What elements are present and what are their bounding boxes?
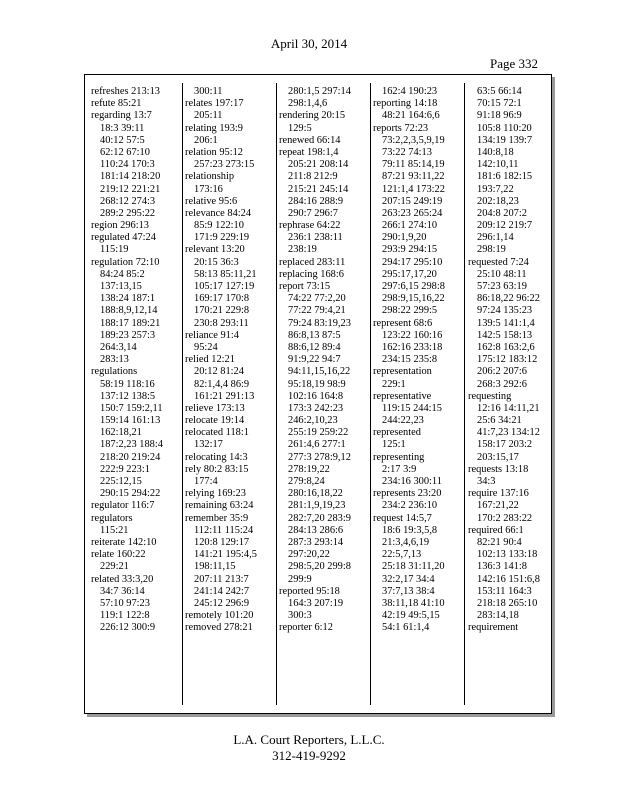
- index-entry-continuation: 222:9 223:1: [100, 463, 150, 475]
- index-entry-continuation: 218:20 219:24: [100, 451, 161, 463]
- index-entry-continuation: 48:21 164:6,6: [382, 110, 440, 122]
- index-entry-continuation: 207:15 249:19: [382, 195, 443, 207]
- index-entry-continuation: 119:1 122:8: [100, 610, 150, 622]
- column-divider: [276, 83, 277, 705]
- index-entry-continuation: 257:23 273:15: [194, 159, 255, 171]
- index-entry-continuation: 287:3 293:14: [288, 536, 344, 548]
- index-entry-continuation: 173:3 242:23: [288, 402, 344, 414]
- index-entry-continuation: 161:21 291:13: [194, 390, 255, 402]
- index-entry-continuation: 300:3: [288, 610, 312, 622]
- index-entry-continuation: 97:24 135:23: [477, 305, 533, 317]
- index-entry-continuation: 142:16 151:6,8: [477, 573, 540, 585]
- index-entry-continuation: 63:5 66:14: [477, 86, 522, 97]
- index-column-1: [91, 86, 163, 634]
- index-entry-continuation: 211:8 212:9: [288, 171, 338, 183]
- index-entry-continuation: 37:7,13 38:4: [382, 585, 435, 597]
- index-entry-continuation: 73:2,2,3,5,9,19: [382, 134, 445, 146]
- index-entry-continuation: 142:5 158:13: [477, 329, 533, 341]
- index-entry-continuation: 261:4,6 277:1: [288, 439, 346, 451]
- index-entry-continuation: 203:15,17: [477, 451, 519, 463]
- index-entry-continuation: 234:2 236:10: [382, 500, 438, 512]
- index-entry-continuation: 88:6,12 89:4: [288, 341, 341, 353]
- index-entry-continuation: 34:7 36:14: [100, 585, 145, 597]
- index-entry-continuation: 94:11,15,16,22: [288, 366, 351, 378]
- index-entry: repeat 198:1,4: [279, 146, 339, 158]
- index-entry-continuation: 167:21,22: [477, 500, 519, 512]
- index-entry: regulations: [91, 366, 138, 378]
- index-entry-continuation: 95:18,19 98:9: [288, 378, 346, 390]
- index-entry-continuation: 85:9 122:10: [194, 220, 244, 232]
- index-entry-continuation: 18:3 39:11: [100, 122, 145, 134]
- index-entry: reported 95:18: [279, 585, 340, 597]
- index-entry: rephrase 64:22: [279, 220, 341, 232]
- index-entry-continuation: 300:11: [194, 86, 223, 97]
- index-entry-continuation: 209:12 219:7: [477, 220, 533, 232]
- index-entry-continuation: 142:10,11: [477, 159, 519, 171]
- index-entry-continuation: 296:1,14: [477, 232, 514, 244]
- index-entry-continuation: 58:19 118:16: [100, 378, 155, 390]
- index-entry: representing: [373, 451, 425, 463]
- index-frame: [84, 74, 552, 714]
- page-number: Page 332: [490, 56, 539, 71]
- index-entry-continuation: 280:1,5 297:14: [288, 86, 351, 97]
- index-entry-continuation: 38:11,18 41:10: [382, 597, 445, 609]
- index-entry-continuation: 169:17 170:8: [194, 293, 250, 305]
- index-entry-continuation: 162:18,21: [100, 427, 142, 439]
- index-entry-continuation: 20:15 36:3: [194, 256, 239, 268]
- index-entry: represented: [373, 427, 421, 439]
- index-entry: renewed 66:14: [279, 134, 341, 146]
- index-entry-continuation: 91:18 96:9: [477, 110, 522, 122]
- index-entry-continuation: 230:8 293:11: [194, 317, 249, 329]
- footer-company: L.A. Court Reporters, L.L.C.: [233, 732, 385, 747]
- index-entry-continuation: 298:1,4,6: [288, 98, 328, 110]
- index-entry: rendering 20:15: [279, 110, 346, 122]
- index-entry: regulators: [91, 512, 133, 524]
- index-entry: remotely 101:20: [185, 610, 254, 622]
- index-entry-continuation: 238:19: [288, 244, 317, 256]
- index-entry-continuation: 25:18 31:11,20: [382, 561, 445, 573]
- index-entry-continuation: 105:8 110:20: [477, 122, 532, 134]
- index-entry: relocated 118:1: [185, 427, 249, 439]
- index-entry-continuation: 293:9 294:15: [382, 244, 438, 256]
- index-entry-continuation: 58:13 85:11,21: [194, 268, 257, 280]
- footer-phone: 312-419-9292: [272, 748, 346, 763]
- index-entry: relate 160:22: [91, 549, 146, 561]
- index-entry: relating 193:9: [185, 122, 244, 134]
- index-entry-continuation: 129:5: [288, 122, 312, 134]
- index-entry-continuation: 205:11: [194, 110, 223, 122]
- index-entry-continuation: 289:2 295:22: [100, 207, 156, 219]
- index-entry: requests 13:18: [468, 463, 529, 475]
- index-entry-continuation: 77:22 79:4,21: [288, 305, 346, 317]
- index-entry-continuation: 245:12 296:9: [194, 597, 250, 609]
- index-entry: region 296:13: [91, 220, 150, 232]
- index-entry-continuation: 123:22 160:16: [382, 329, 443, 341]
- index-entry-continuation: 264:3,14: [100, 341, 137, 353]
- index-entry-continuation: 102:16 164:8: [288, 390, 344, 402]
- index-entry-continuation: 79:24 83:19,23: [288, 317, 351, 329]
- index-entry: remember 35:9: [185, 512, 249, 524]
- index-entry: representative: [373, 390, 432, 402]
- index-entry-continuation: 188:17 189:21: [100, 317, 161, 329]
- index-entry: representation: [373, 366, 432, 378]
- index-entry-continuation: 295:17,17,20: [382, 268, 437, 280]
- index-entry: refreshes 213:13: [91, 86, 160, 97]
- index-entry: rely 80:2 83:15: [185, 463, 249, 475]
- index-entry-continuation: 121:1,4 173:22: [382, 183, 445, 195]
- index-entry-continuation: 162:8 163:2,6: [477, 341, 535, 353]
- index-entry: requesting: [468, 390, 512, 402]
- index-entry-continuation: 193:7,22: [477, 183, 514, 195]
- index-entry-continuation: 234:16 300:11: [382, 476, 442, 487]
- index-entry: relevant 13:20: [185, 244, 245, 256]
- index-entry: relation 95:12: [185, 146, 244, 158]
- column-divider: [464, 83, 465, 705]
- index-entry: related 33:3,20: [91, 573, 154, 585]
- index-entry: removed 278:21: [185, 622, 253, 634]
- index-entry-continuation: 162:4 190:23: [382, 86, 438, 97]
- index-entry-continuation: 159:14 161:13: [100, 415, 161, 427]
- index-entry-continuation: 105:17 127:19: [194, 281, 255, 292]
- index-entry-continuation: 170:21 229:8: [194, 305, 250, 317]
- index-entry-continuation: 283:14,18: [477, 610, 519, 622]
- index-entry: regulated 47:24: [91, 232, 156, 244]
- index-entry-continuation: 206:1: [194, 134, 218, 146]
- index-entry-continuation: 141:21 195:4,5: [194, 549, 257, 561]
- index-entry-continuation: 177:4: [194, 476, 218, 487]
- index-entry: relates 197:17: [185, 98, 244, 110]
- index-entry: replaced 283:11: [279, 256, 346, 268]
- index-entry: regulation 72:10: [91, 256, 160, 268]
- index-entry-continuation: 279:8,24: [288, 476, 325, 487]
- index-entry-continuation: 171:9 229:19: [194, 232, 250, 244]
- index-entry-continuation: 86:8,13 87:5: [288, 329, 341, 341]
- index-entry-continuation: 277:3 278:9,12: [288, 451, 351, 463]
- index-entry: reports 72:23: [373, 122, 429, 134]
- index-entry-continuation: 187:2,23 188:4: [100, 439, 163, 451]
- index-entry-continuation: 87:21 93:11,22: [382, 171, 445, 183]
- index-entry-continuation: 280:16,18,22: [288, 488, 343, 500]
- index-entry: regarding 13:7: [91, 110, 152, 122]
- index-entry-continuation: 189:23 257:3: [100, 329, 156, 341]
- index-entry-continuation: 284:13 286:6: [288, 524, 344, 536]
- index-entry: relocate 19:14: [185, 415, 245, 427]
- index-entry-continuation: 234:15 235:8: [382, 354, 438, 366]
- index-entry-continuation: 158:17 203:2: [477, 439, 533, 451]
- index-entry-continuation: 91:9,22 94:7: [288, 354, 341, 366]
- column-divider: [182, 83, 183, 705]
- index-entry-continuation: 153:11 164:3: [477, 585, 532, 597]
- index-entry-continuation: 54:1 61:1,4: [382, 622, 430, 634]
- index-entry-continuation: 82:21 90:4: [477, 536, 522, 548]
- index-entry-continuation: 229:21: [100, 561, 129, 573]
- header-date: April 30, 2014: [270, 36, 348, 51]
- index-entry-continuation: 226:12 300:9: [100, 622, 156, 634]
- index-entry: relevance 84:24: [185, 207, 252, 219]
- index-column-2: [185, 86, 257, 634]
- index-entry-continuation: 219:12 221:21: [100, 183, 161, 195]
- index-entry-continuation: 82:1,4,4 86:9: [194, 378, 250, 390]
- index-entry: required 66:1: [468, 524, 524, 536]
- index-entry: relationship: [185, 171, 235, 183]
- index-entry-continuation: 139:5 141:1,4: [477, 317, 535, 329]
- index-entry-continuation: 175:12 183:12: [477, 354, 538, 366]
- index-entry-continuation: 188:8,9,12,14: [100, 305, 158, 317]
- index-entry-continuation: 138:24 187:1: [100, 293, 156, 305]
- index-entry-continuation: 32:2,17 34:4: [382, 573, 435, 585]
- index-entry-continuation: 294:17 295:10: [382, 256, 443, 268]
- index-entry-continuation: 134:19 139:7: [477, 134, 533, 146]
- index-entry-continuation: 281:1,9,19,23: [288, 500, 346, 512]
- index-entry-continuation: 173:16: [194, 183, 223, 195]
- index-entry-continuation: 205:21 208:14: [288, 159, 349, 171]
- index-entry-continuation: 74:22 77:2,20: [288, 293, 346, 305]
- index-column-3: [279, 86, 351, 634]
- index-entry-continuation: 41:7,23 134:12: [477, 427, 540, 439]
- index-entry-continuation: 202:18,23: [477, 195, 519, 207]
- index-entry-continuation: 298:19: [477, 244, 506, 256]
- index-entry-continuation: 246:2,10,23: [288, 415, 338, 427]
- index-entry-continuation: 284:16 288:9: [288, 195, 344, 207]
- index-entry-continuation: 181:6 182:15: [477, 171, 533, 183]
- index-entry-continuation: 2:17 3:9: [382, 463, 417, 475]
- index-entry-continuation: 206:2 207:6: [477, 366, 527, 378]
- index-entry-continuation: 112:11 115:24: [194, 524, 254, 536]
- index-column-4: [373, 86, 445, 634]
- index-entry-continuation: 229:1: [382, 378, 406, 390]
- index-entry-continuation: 283:13: [100, 354, 129, 366]
- index-entry-continuation: 181:14 218:20: [100, 171, 161, 183]
- index-entry-continuation: 79:11 85:14,19: [382, 159, 445, 171]
- index-entry-continuation: 40:12 57:5: [100, 134, 145, 146]
- index-entry-continuation: 84:24 85:2: [100, 268, 145, 280]
- index-entry-continuation: 136:3 141:8: [477, 561, 527, 573]
- index-entry: reporting 14:18: [373, 98, 438, 110]
- index-entry-continuation: 244:22,23: [382, 415, 424, 427]
- index-entry-continuation: 218:18 265:10: [477, 597, 538, 609]
- index-entry: requirement: [468, 622, 519, 634]
- index-entry-continuation: 95:24: [194, 341, 218, 353]
- index-entry: requested 7:24: [468, 256, 529, 268]
- index-entry-continuation: 110:24 170:3: [100, 159, 155, 171]
- index-entry-continuation: 290:7 296:7: [288, 207, 338, 219]
- index-entry-continuation: 170:2 283:22: [477, 512, 533, 524]
- index-entry-continuation: 125:1: [382, 439, 406, 451]
- index-entry-continuation: 298:5,20 299:8: [288, 561, 351, 573]
- index-entry-continuation: 73:22 74:13: [382, 146, 432, 158]
- index-entry: request 14:5,7: [373, 512, 432, 524]
- index-entry-continuation: 198:11,15: [194, 561, 236, 573]
- index-entry-continuation: 268:12 274:3: [100, 195, 156, 207]
- index-entry-continuation: 298:22 299:5: [382, 305, 438, 317]
- index-entry-continuation: 164:3 207:19: [288, 597, 344, 609]
- index-entry-continuation: 42:19 49:5,15: [382, 610, 440, 622]
- index-entry: relocating 14:3: [185, 451, 248, 463]
- index-entry-continuation: 268:3 292:6: [477, 378, 527, 390]
- index-entry: represent 68:6: [373, 317, 433, 329]
- index-entry-continuation: 34:3: [477, 476, 496, 487]
- index-entry-continuation: 62:12 67:10: [100, 146, 150, 158]
- index-entry-continuation: 86:18,22 96:22: [477, 293, 540, 305]
- index-entry: relative 95:6: [185, 195, 238, 207]
- index-entry-continuation: 120:8 129:17: [194, 536, 250, 548]
- index-entry-continuation: 132:17: [194, 439, 223, 451]
- index-entry-continuation: 298:9,15,16,22: [382, 293, 445, 305]
- index-entry-continuation: 115:19: [100, 244, 129, 256]
- index-entry-continuation: 263:23 265:24: [382, 207, 443, 219]
- index-entry-continuation: 22:5,7,13: [382, 549, 422, 561]
- index-entry-continuation: 162:16 233:18: [382, 341, 443, 353]
- index-entry-continuation: 297:20,22: [288, 549, 330, 561]
- index-entry: reiterate 142:10: [91, 536, 157, 548]
- index-entry-continuation: 290:1,9,20: [382, 232, 427, 244]
- index-entry: remaining 63:24: [185, 500, 254, 512]
- index-entry: replacing 168:6: [279, 268, 344, 280]
- index-entry-continuation: 215:21 245:14: [288, 183, 349, 195]
- index-entry: reporter 6:12: [279, 622, 333, 634]
- index-entry-continuation: 297:6,15 298:8: [382, 281, 445, 292]
- index-entry-continuation: 299:9: [288, 573, 312, 585]
- index-entry-continuation: 102:13 133:18: [477, 549, 538, 561]
- index-entry: relying 169:23: [185, 488, 246, 500]
- index-column-5: [468, 86, 540, 634]
- index-entry-continuation: 204:8 207:2: [477, 207, 527, 219]
- index-entry-continuation: 70:15 72:1: [477, 98, 522, 110]
- index-entry-continuation: 57:10 97:23: [100, 597, 150, 609]
- index-entry-continuation: 140:8,18: [477, 146, 514, 158]
- index-entry: reliance 91:4: [185, 329, 239, 341]
- index-entry-continuation: 150:7 159:2,11: [100, 402, 163, 414]
- index-entry-continuation: 137:13,15: [100, 281, 142, 292]
- index-entry-continuation: 12:16 14:11,21: [477, 402, 540, 414]
- index-entry-continuation: 266:1 274:10: [382, 220, 438, 232]
- index-entry-continuation: 278:19,22: [288, 463, 330, 475]
- index-entry-continuation: 290:15 294:22: [100, 488, 161, 500]
- index-entry-continuation: 282:7,20 283:9: [288, 512, 351, 524]
- index-entry-continuation: 20:12 81:24: [194, 366, 244, 378]
- index-entry-continuation: 25:6 34:21: [477, 415, 522, 427]
- index-entry-continuation: 225:12,15: [100, 476, 142, 487]
- index-entry-continuation: 18:6 19:3,5,8: [382, 524, 438, 536]
- index-entry: relied 12:21: [185, 354, 235, 366]
- index-entry: require 137:16: [468, 488, 529, 500]
- index-entry-continuation: 207:11 213:7: [194, 573, 249, 585]
- index-entry: relieve 173:13: [185, 402, 245, 414]
- index-entry-continuation: 21:3,4,6,19: [382, 536, 430, 548]
- index-entry-continuation: 25:10 48:11: [477, 268, 527, 280]
- index-entry: report 73:15: [279, 281, 331, 292]
- index-entry-continuation: 115:21: [100, 524, 129, 536]
- index-entry: regulator 116:7: [91, 500, 155, 512]
- index-entry-continuation: 241:14 242:7: [194, 585, 250, 597]
- column-divider: [370, 83, 371, 705]
- index-entry-continuation: 236:1 238:11: [288, 232, 343, 244]
- index-entry-continuation: 57:23 63:19: [477, 281, 527, 292]
- index-entry-continuation: 137:12 138:5: [100, 390, 156, 402]
- index-entry-continuation: 255:19 259:22: [288, 427, 349, 439]
- index-entry-continuation: 119:15 244:15: [382, 402, 442, 414]
- index-entry: represents 23:20: [373, 488, 442, 500]
- index-entry: refute 85:21: [91, 98, 142, 110]
